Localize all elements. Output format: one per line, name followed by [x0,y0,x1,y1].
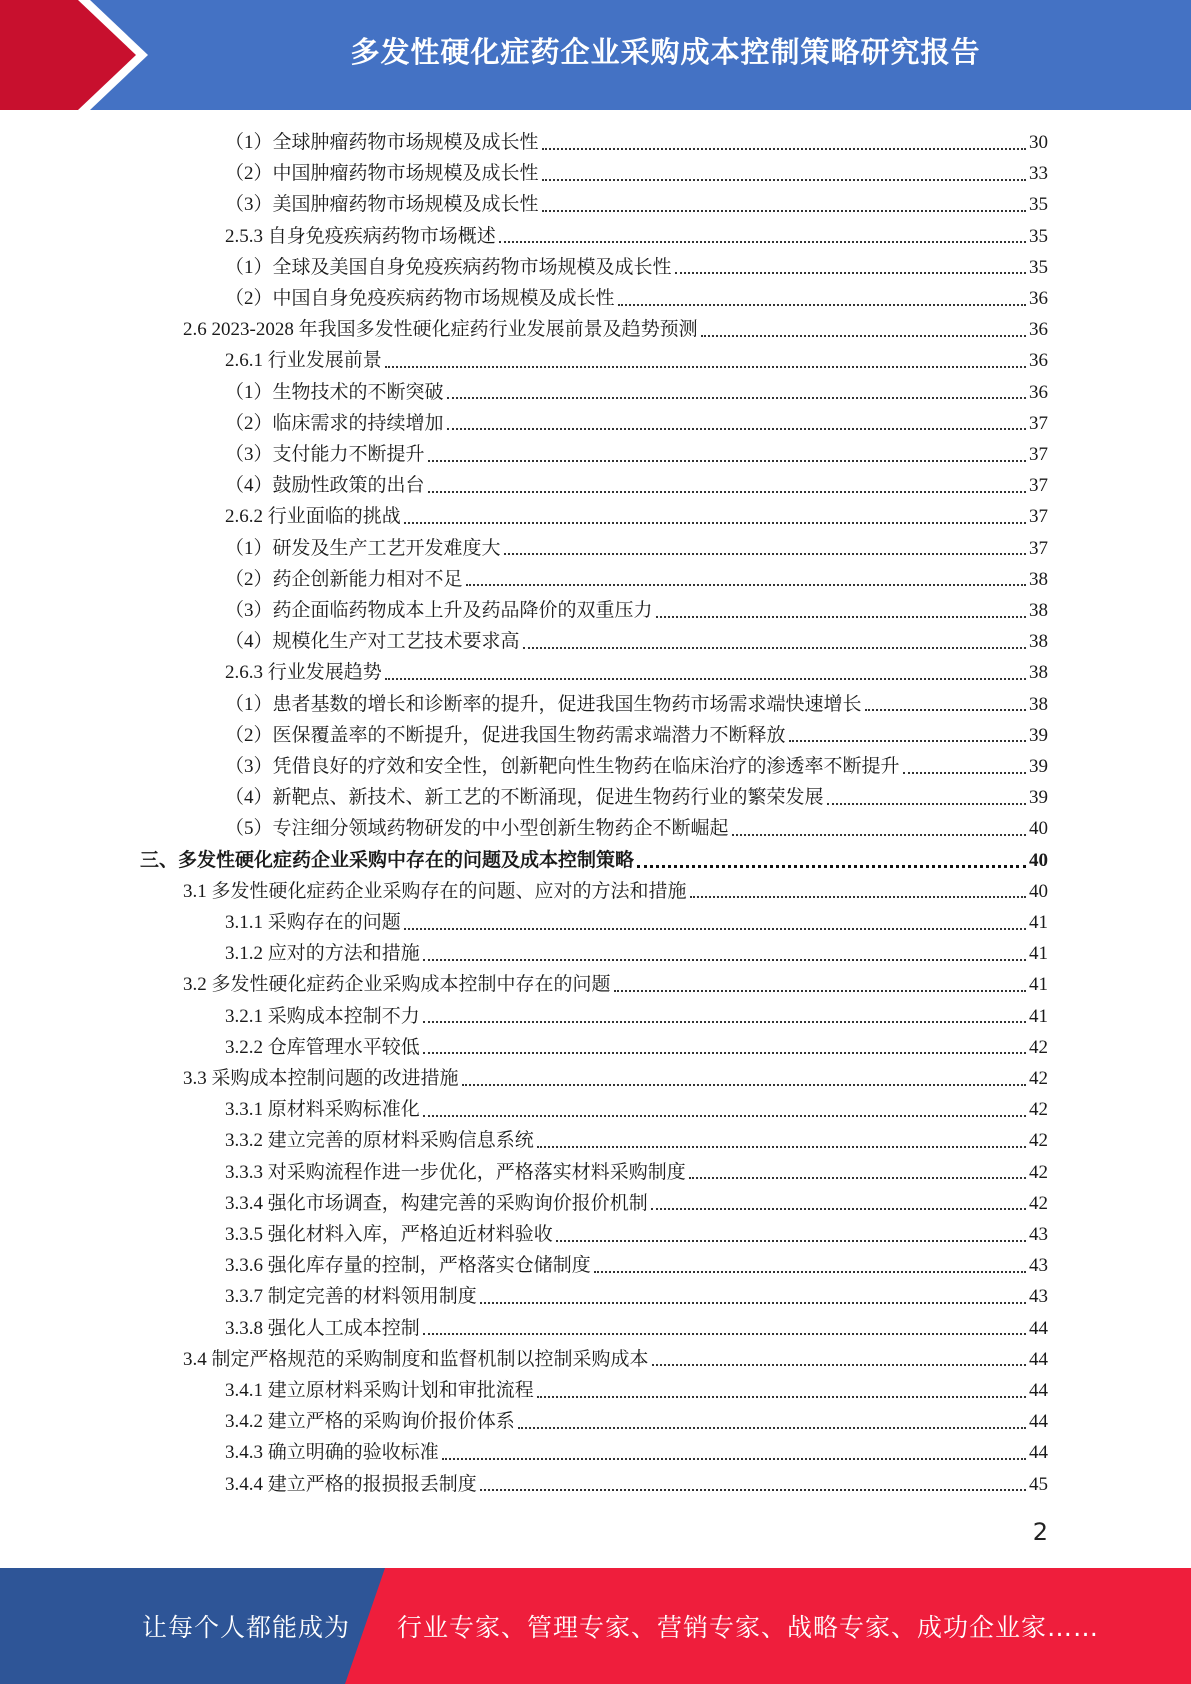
toc-entry-label: 3.4.1 建立原材料采购计划和审批流程 [225,1380,534,1401]
toc-entry-page: 42 [1029,1068,1048,1089]
page-header [0,0,1191,110]
toc-dot-leader [447,397,1026,399]
toc-entry-page: 38 [1029,568,1048,590]
toc-entry-label: 3.3.4 强化市场调查，构建完善的采购询价报价机制 [225,1192,648,1214]
toc-entry-label: 3.3.1 原材料采购标准化 [225,1099,420,1121]
toc-entry-label: 3.4 制定严格规范的采购制度和监督机制以控制采购成本 [183,1348,649,1370]
toc-entry-label: 3.3.5 强化材料入库，严格迫近材料验收 [225,1224,553,1245]
toc-entry-label: 3.3.2 建立完善的原材料采购信息系统 [225,1130,534,1152]
toc-entry[interactable] [225,1157,1048,1188]
toc-entry-page: 44 [1029,1411,1048,1433]
toc-entry-label: 3.3 采购成本控制问题的改进措施 [183,1068,459,1089]
toc-dot-leader [789,740,1026,742]
toc-dot-leader [614,990,1026,992]
toc-entry-page: 40 [1029,849,1048,871]
toc-entry[interactable] [225,938,1048,969]
toc-entry[interactable] [225,1281,1048,1312]
toc-entry-label: （2）中国肿瘤药物市场规模及成长性 [225,163,539,185]
toc-entry[interactable] [225,720,1048,751]
toc-entry-page: 37 [1029,506,1048,528]
toc-entry-page: 37 [1029,537,1048,559]
toc-entry-label: （1）生物技术的不断突破 [225,381,444,403]
toc-dot-leader [542,179,1026,181]
toc-entry-label: 3.2 多发性硬化症药企业采购成本控制中存在的问题 [183,974,611,996]
toc-entry-page: 33 [1029,163,1048,185]
toc-entry[interactable] [225,158,1048,189]
toc-dot-leader [504,553,1026,555]
footer-slogan-right: 行业专家、管理专家、营销专家、战略专家、成功企业家…… [397,1613,1100,1642]
toc-entry[interactable] [225,689,1048,720]
toc-entry-label: （3）药企面临药物成本上升及药品降价的双重压力 [225,600,653,621]
toc-entry-page: 38 [1029,662,1048,684]
toc-entry[interactable] [225,501,1048,532]
toc-entry-page: 39 [1029,724,1048,746]
document-title: 多发性硬化症药企业采购成本控制策略研究报告 [350,34,981,69]
toc-dot-leader [542,210,1026,212]
toc-dot-leader [404,522,1026,524]
toc-entry[interactable] [183,1344,1048,1375]
toc-dot-leader [385,366,1026,368]
toc-entry-page: 44 [1029,1380,1048,1401]
toc-entry-page: 36 [1029,381,1048,403]
toc-entry[interactable] [225,221,1048,252]
toc-entry-page: 44 [1029,1317,1048,1339]
toc-entry[interactable] [225,782,1048,813]
toc-entry-label: 3.2.1 采购成本控制不力 [225,1005,420,1027]
toc-dot-leader [537,1396,1026,1398]
toc-dot-leader [423,1021,1026,1023]
toc-entry-page: 44 [1029,1348,1048,1370]
toc-entry-page: 42 [1029,1161,1048,1183]
toc-entry[interactable] [225,751,1048,782]
toc-entry-label: （5）专注细分领域药物研发的中小型创新生物药企不断崛起 [225,818,729,840]
toc-entry-label: 3.2.2 仓库管理水平较低 [225,1036,420,1058]
toc-entry-page: 42 [1029,1036,1048,1058]
toc-entry-page: 36 [1029,288,1048,309]
toc-entry-page: 37 [1029,444,1048,465]
toc-entry-label: （4）规模化生产对工艺技术要求高 [225,631,520,653]
toc-entry[interactable] [225,1375,1048,1406]
toc-dot-leader [651,1208,1026,1210]
toc-dot-leader [618,304,1026,306]
toc-entry-page: 42 [1029,1130,1048,1152]
toc-entry-page: 38 [1029,631,1048,653]
toc-dot-leader [652,1364,1026,1366]
toc-dot-leader [542,148,1026,150]
toc-dot-leader [385,678,1026,680]
toc-entry-label: （3）美国肿瘤药物市场规模及成长性 [225,194,539,216]
toc-entry-label: 2.6.1 行业发展前景 [225,350,382,372]
toc-entry[interactable] [225,595,1048,626]
toc-dot-leader [556,1240,1026,1242]
toc-dot-leader [637,865,1026,868]
toc-entry-page: 37 [1029,475,1048,497]
toc-entry-label: （4）新靶点、新技术、新工艺的不断涌现，促进生物药行业的繁荣发展 [225,787,824,809]
toc-entry-page: 42 [1029,1099,1048,1121]
toc-entry[interactable] [225,657,1048,688]
toc-entry[interactable] [225,377,1048,408]
toc-entry-page: 43 [1029,1224,1048,1245]
toc-dot-leader [690,896,1026,898]
toc-dot-leader [462,1084,1026,1086]
toc-entry[interactable] [225,283,1048,314]
toc-entry-page: 45 [1029,1473,1048,1495]
toc-entry[interactable] [225,564,1048,595]
toc-entry[interactable] [225,1219,1048,1250]
toc-entry-page: 41 [1029,943,1048,965]
toc-dot-leader [404,928,1026,930]
toc-dot-leader [442,1458,1026,1460]
toc-entry[interactable] [225,1001,1048,1032]
toc-entry[interactable] [225,408,1048,439]
toc-dot-leader [423,1333,1026,1335]
toc-entry-label: 3.3.7 制定完善的材料领用制度 [225,1286,477,1308]
toc-entry-page: 43 [1029,1286,1048,1308]
page-number: 2 [1032,1518,1048,1546]
toc-entry[interactable] [183,969,1048,1000]
toc-entry-label: （1）全球及美国自身免疫疾病药物市场规模及成长性 [225,256,672,278]
toc-dot-leader [594,1271,1026,1273]
toc-entry-label: 3.3.8 强化人工成本控制 [225,1317,420,1339]
toc-dot-leader [447,428,1026,430]
toc-dot-leader [675,272,1026,274]
toc-entry[interactable] [183,876,1048,907]
toc-entry[interactable] [225,252,1048,283]
toc-entry[interactable] [225,470,1048,501]
toc-entry-label: （1）患者基数的增长和诊断率的提升，促进我国生物药市场需求端快速增长 [225,693,862,715]
toc-entry-label: （2）药企创新能力相对不足 [225,568,463,590]
toc-dot-leader [903,772,1026,774]
toc-entry-page: 35 [1029,194,1048,216]
toc-entry-page: 44 [1029,1442,1048,1464]
toc-dot-leader [656,616,1026,618]
toc-dot-leader [480,1302,1026,1304]
toc-dot-leader [537,1146,1026,1148]
toc-entry-page: 41 [1029,974,1048,996]
toc-entry-label: （3）支付能力不断提升 [225,444,425,465]
toc-dot-leader [701,335,1026,337]
toc-entry-label: 3.1.1 采购存在的问题 [225,912,401,933]
toc-dot-leader [423,1115,1026,1117]
toc-entry-page: 41 [1029,912,1048,933]
toc-entry-label: （3）凭借良好的疗效和安全性，创新靶向性生物药在临床治疗的渗透率不断提升 [225,756,900,777]
toc-dot-leader [423,1052,1026,1054]
toc-entry-page: 30 [1029,132,1048,153]
toc-entry[interactable] [225,626,1048,657]
toc-entry-label: 三、多发性硬化症药企业采购中存在的问题及成本控制策略 [140,849,635,871]
toc-dot-leader [423,959,1026,961]
toc-entry[interactable] [140,845,1048,876]
toc-dot-leader [523,647,1026,649]
toc-entry[interactable] [225,1313,1048,1344]
toc-entry-label: 2.5.3 自身免疫疾病药物市场概述 [225,225,496,247]
toc-dot-leader [466,584,1026,586]
toc-entry-page: 35 [1029,225,1048,247]
toc-entry-page: 39 [1029,756,1048,777]
page-footer [0,1568,1191,1684]
toc-entry[interactable] [225,907,1048,938]
toc-dot-leader [865,709,1026,711]
toc-entry-label: （4）鼓励性政策的出台 [225,475,425,497]
toc-entry[interactable] [183,314,1048,345]
toc-dot-leader [428,460,1026,462]
toc-dot-leader [732,834,1026,836]
toc-dot-leader [499,241,1026,243]
toc-entry[interactable] [225,345,1048,376]
toc-dot-leader [428,491,1026,493]
toc-entry[interactable] [225,439,1048,470]
toc-entry[interactable] [225,1437,1048,1468]
toc-entry-label: 2.6.2 行业面临的挑战 [225,506,401,528]
toc-entry-label: 3.4.2 建立严格的采购询价报价体系 [225,1411,515,1433]
toc-entry-page: 35 [1029,256,1048,278]
toc-entry-page: 36 [1029,319,1048,341]
toc-entry-label: 2.6.3 行业发展趋势 [225,662,382,684]
toc-entry[interactable] [183,1063,1048,1094]
toc-entry[interactable] [225,127,1048,158]
toc-dot-leader [689,1177,1026,1179]
toc-entry-label: 3.1 多发性硬化症药企业采购存在的问题、应对的方法和措施 [183,880,687,902]
toc-entry-page: 42 [1029,1192,1048,1214]
toc-entry-label: 3.3.6 强化库存量的控制，严格落实仓储制度 [225,1255,591,1277]
toc-entry-page: 38 [1029,693,1048,715]
toc-entry-page: 40 [1029,818,1048,840]
toc-entry[interactable] [225,1469,1048,1500]
toc-entry-page: 43 [1029,1255,1048,1277]
toc-entry[interactable] [225,1250,1048,1281]
toc-entry-label: 3.4.4 建立严格的报损报丢制度 [225,1473,477,1495]
toc-dot-leader [480,1489,1026,1491]
toc-entry-label: （1）研发及生产工艺开发难度大 [225,537,501,559]
toc-entry[interactable] [225,189,1048,220]
toc-entry-page: 41 [1029,1005,1048,1027]
toc-entry[interactable] [225,533,1048,564]
toc-dot-leader [518,1427,1026,1429]
toc-entry[interactable] [225,1188,1048,1219]
toc-dot-leader [827,803,1026,805]
toc-entry-label: （1）全球肿瘤药物市场规模及成长性 [225,132,539,153]
toc-entry-page: 39 [1029,787,1048,809]
toc-entry-page: 37 [1029,412,1048,434]
toc-entry-label: 2.6 2023-2028 年我国多发性硬化症药行业发展前景及趋势预测 [183,319,698,341]
footer-slogan-left: 让每个人都能成为 [142,1613,351,1642]
toc-entry[interactable] [225,813,1048,844]
toc-entry-page: 36 [1029,350,1048,372]
toc-entry-page: 40 [1029,880,1048,902]
toc-entry-label: 3.3.3 对采购流程作进一步优化，严格落实材料采购制度 [225,1161,686,1183]
toc-entry-label: （2）中国自身免疫疾病药物市场规模及成长性 [225,288,615,309]
toc-entry-label: 3.4.3 确立明确的验收标准 [225,1442,439,1464]
toc-entry-label: （2）临床需求的持续增加 [225,412,444,434]
toc-entry[interactable] [225,1094,1048,1125]
toc-entry[interactable] [225,1125,1048,1156]
toc-entry-label: 3.1.2 应对的方法和措施 [225,943,420,965]
toc-entry-label: （2）医保覆盖率的不断提升，促进我国生物药需求端潜力不断释放 [225,724,786,746]
toc-entry[interactable] [225,1406,1048,1437]
toc-entry[interactable] [225,1032,1048,1063]
toc-entry-page: 38 [1029,600,1048,621]
